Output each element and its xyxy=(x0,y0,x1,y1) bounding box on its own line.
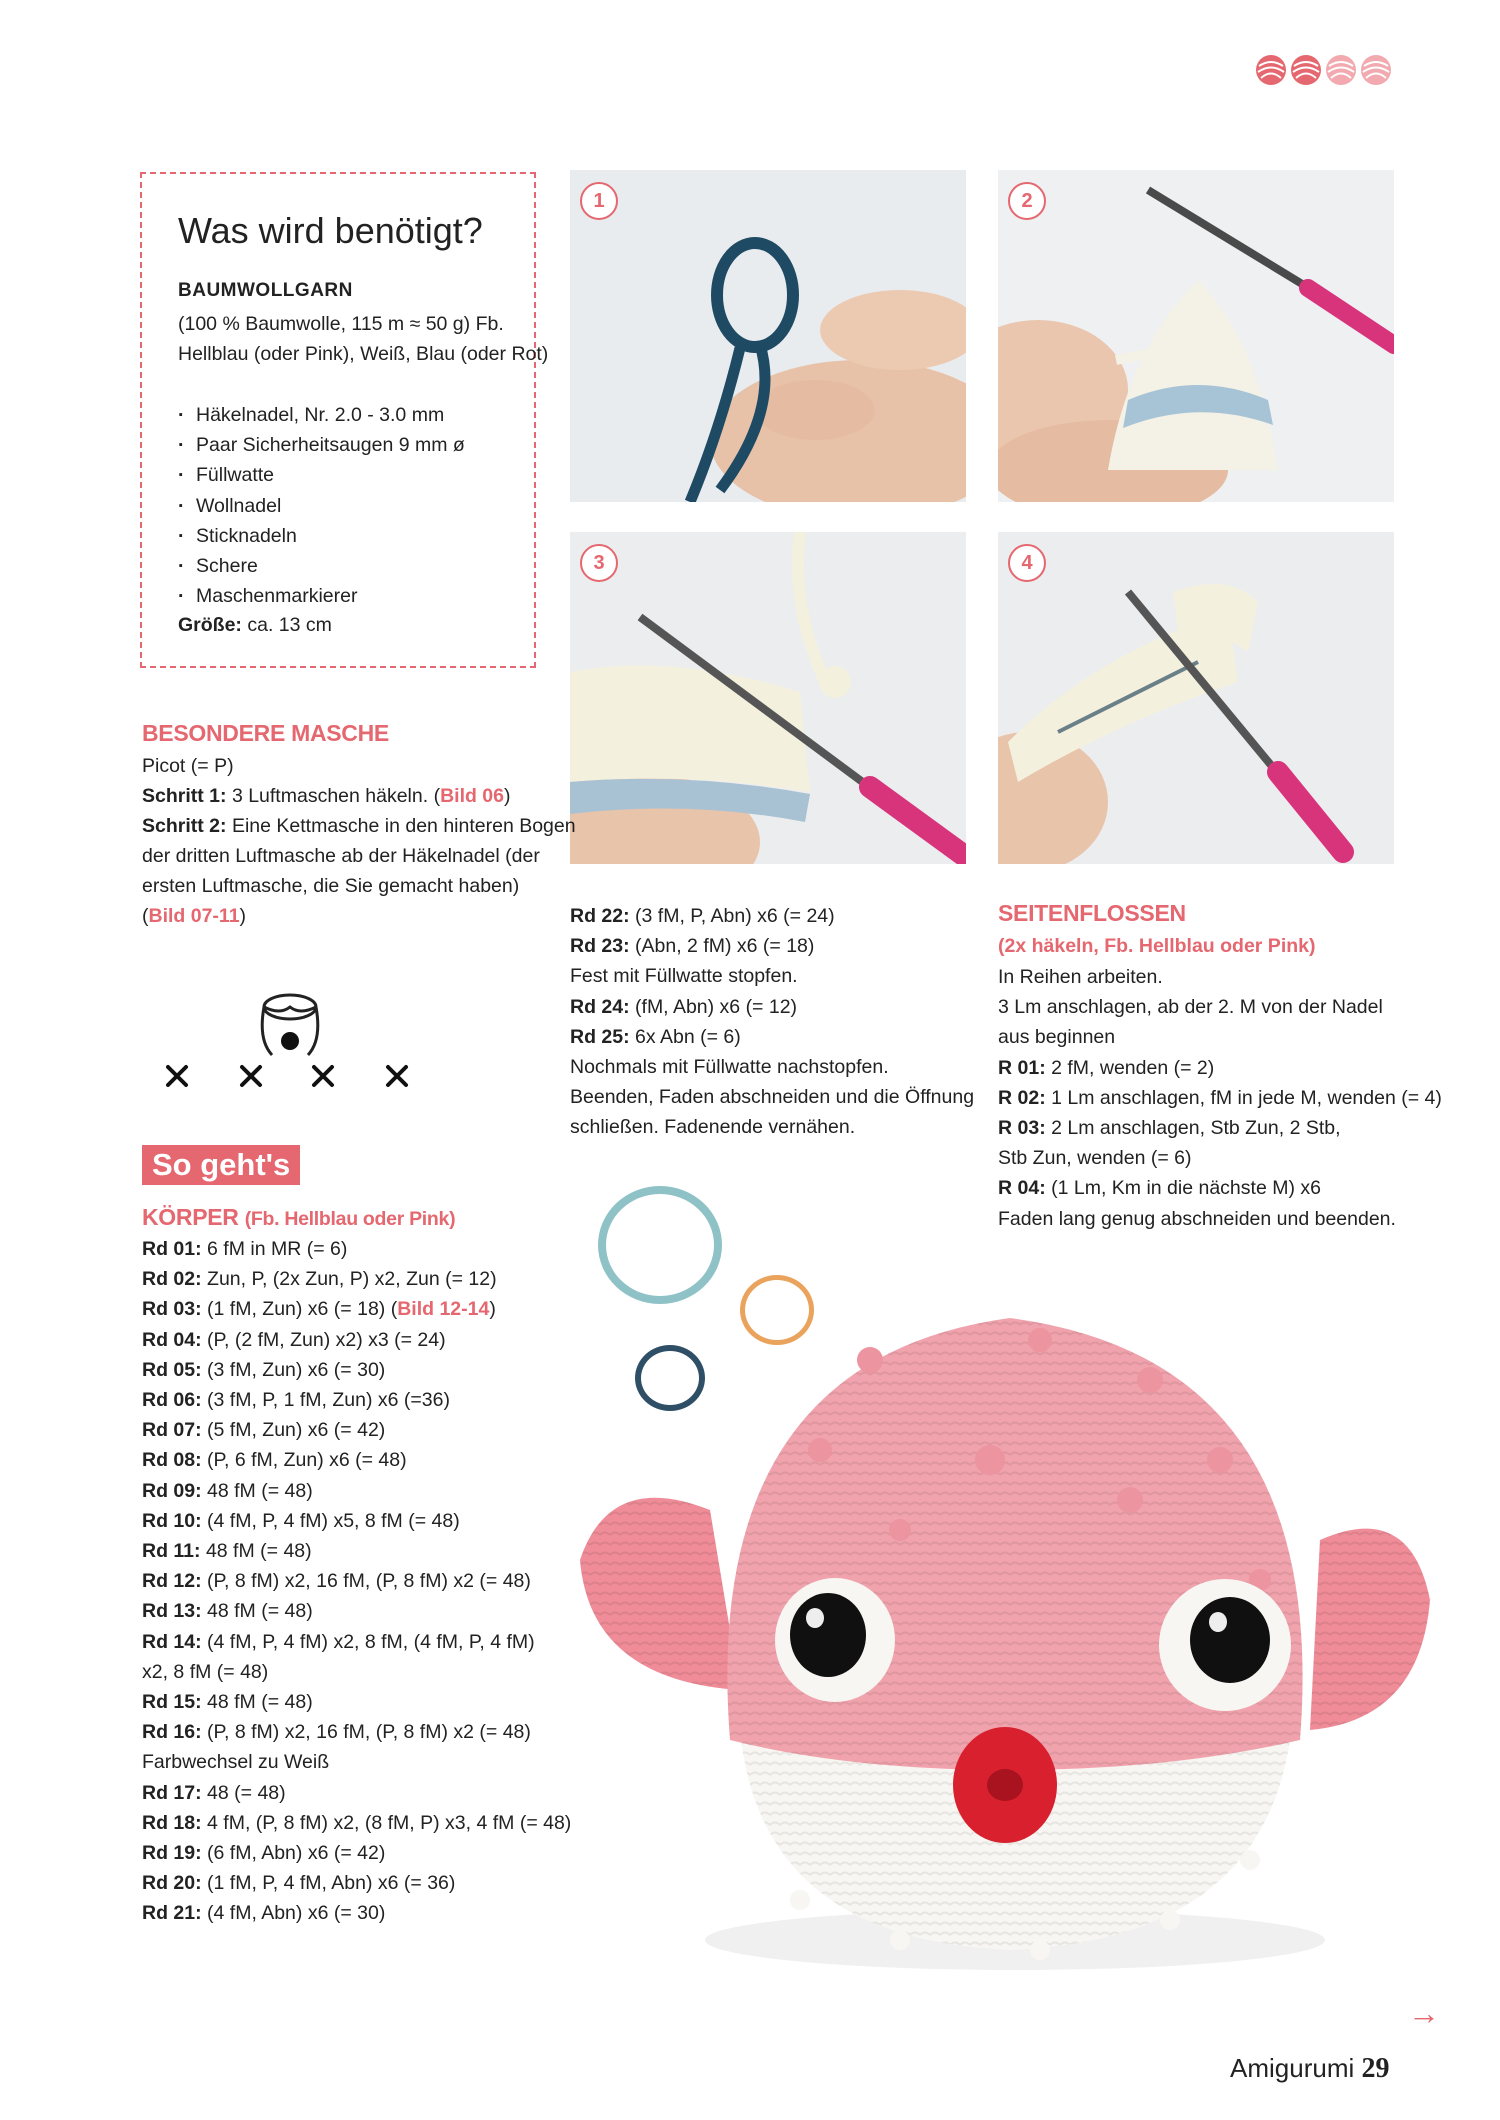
round-text: 48 (= 48) xyxy=(207,1781,286,1804)
round-text: 6x Abn (= 6) xyxy=(635,1025,741,1048)
pufferfish-amigurumi-photo xyxy=(570,1300,1450,1980)
photo-3-image xyxy=(570,532,966,864)
instruction-line xyxy=(142,1808,571,1838)
round-text: 48 fM (= 48) xyxy=(207,1691,313,1714)
instruction-line xyxy=(142,1596,571,1626)
round-label: Rd 08: xyxy=(142,1449,202,1472)
yarn-ball-icon xyxy=(1360,54,1392,86)
instruction-line xyxy=(142,1536,571,1566)
instruction-line xyxy=(142,1264,571,1294)
instruction-line xyxy=(570,931,974,961)
step2-text: Eine Kettmasche in den hinteren Bogen xyxy=(231,815,576,837)
round-label: Rd 07: xyxy=(142,1419,202,1442)
instruction-line xyxy=(998,1113,1442,1143)
round-label: Rd 22: xyxy=(570,905,630,927)
page-footer xyxy=(1230,2053,1389,2085)
round-text: (4 fM, P, 4 fM) x5, 8 fM (= 48) xyxy=(207,1509,460,1532)
step-photo-2 xyxy=(998,170,1394,502)
materials-list xyxy=(178,400,465,611)
round-text: Faden lang genug abschneiden und beenden. xyxy=(998,1207,1396,1230)
yarn-ball-icon xyxy=(1290,54,1322,86)
step1-end: ) xyxy=(504,785,511,807)
round-text: (6 fM, Abn) x6 (= 42) xyxy=(207,1842,386,1865)
round-label: R 03: xyxy=(998,1117,1046,1140)
round-label: Rd 20: xyxy=(142,1872,202,1895)
instruction-line xyxy=(142,1627,571,1657)
round-label: Rd 06: xyxy=(142,1389,202,1412)
instruction-line xyxy=(998,1204,1442,1234)
instruction-line xyxy=(142,1778,571,1808)
round-label: Rd 15: xyxy=(142,1691,202,1714)
round-label: Rd 12: xyxy=(142,1570,202,1593)
yarn-line: (100 % Baumwolle, 115 m ≈ 50 g) Fb. xyxy=(178,313,504,335)
step2-ref-line xyxy=(142,901,246,931)
round-label: Rd 11: xyxy=(142,1540,201,1563)
round-text: Nochmals mit Füllwatte nachstopfen. xyxy=(570,1056,889,1079)
round-text: Beenden, Faden abschneiden und die Öffnung xyxy=(570,1086,975,1109)
round-text: (4 fM, Abn) x6 (= 30) xyxy=(207,1902,386,1925)
instruction-line xyxy=(142,1385,571,1415)
instruction-line xyxy=(142,1898,571,1928)
round-label: Rd 01: xyxy=(142,1238,202,1260)
materials-item: · Häkelnadel, Nr. 2.0 - 3.0 mm xyxy=(178,400,465,430)
round-label: R 04: xyxy=(998,1177,1046,1200)
round-text: (P, 8 fM) x2, 16 fM, (P, 8 fM) x2 (= 48) xyxy=(207,1570,531,1593)
round-text: 4 fM, (P, 8 fM) x2, (8 fM, P) x3, 4 fM (= 48) xyxy=(207,1811,572,1834)
seitenflossen-heading: SEITENFLOSSEN xyxy=(998,900,1186,926)
page-number: 29 xyxy=(1361,2053,1390,2084)
koerper-heading xyxy=(142,1204,455,1231)
step-photo-1 xyxy=(570,170,966,502)
yarn-ball-icon xyxy=(1255,54,1287,86)
round-text: (P, 8 fM) x2, 16 fM, (P, 8 fM) x2 (= 48) xyxy=(207,1721,531,1744)
round-text: schließen. Fadenende vernähen. xyxy=(570,1116,856,1139)
step1-line xyxy=(142,781,511,811)
instruction-line xyxy=(998,1083,1442,1113)
photo-1-image xyxy=(570,170,966,502)
instruction-line xyxy=(142,1838,571,1868)
round-text: Farbwechsel zu Weiß xyxy=(142,1751,330,1774)
instruction-line xyxy=(570,961,974,991)
instruction-line xyxy=(570,1052,974,1082)
step-photo-4 xyxy=(998,532,1394,864)
instruction-line xyxy=(570,901,974,931)
yarn-ball-icon xyxy=(1325,54,1357,86)
round-label: Rd 05: xyxy=(142,1358,202,1381)
instruction-line xyxy=(142,1747,571,1777)
step1-text: 3 Luftmaschen häkeln. ( xyxy=(231,785,441,807)
round-text: (3 fM, P, Abn) x6 (= 24) xyxy=(635,905,835,927)
step-number-badge: 4 xyxy=(1008,544,1046,582)
round-text: aus beginnen xyxy=(998,1026,1116,1049)
instruction-line xyxy=(142,1717,571,1747)
instruction-line xyxy=(998,992,1442,1022)
materials-item: · Maschenmarkierer xyxy=(178,581,465,611)
special-stitch-heading: BESONDERE MASCHE xyxy=(142,720,389,746)
instruction-line xyxy=(570,992,974,1022)
seitenflossen-subtitle: (2x häkeln, Fb. Hellblau oder Pink) xyxy=(998,935,1316,957)
next-page-arrow-icon[interactable]: → xyxy=(1408,1995,1440,2031)
so-gehts-label: So geht's xyxy=(142,1145,300,1185)
round-label: Rd 23: xyxy=(570,935,630,958)
round-text: (1 fM, Zun) x6 (= 18) ( xyxy=(207,1298,398,1321)
bubble-circle-teal xyxy=(598,1186,722,1304)
step2-line: ersten Luftmasche, die Sie gemacht haben) xyxy=(142,875,520,897)
step2-label: Schritt 2: xyxy=(142,815,227,837)
materials-item: · Füllwatte xyxy=(178,460,465,490)
special-stitch-name: Picot (= P) xyxy=(142,755,234,777)
round-label: Rd 02: xyxy=(142,1268,202,1291)
round-text: 48 fM (= 48) xyxy=(207,1479,313,1502)
round-label: Rd 09: xyxy=(142,1479,202,1502)
round-label: R 01: xyxy=(998,1056,1046,1079)
materials-item: · Paar Sicherheitsaugen 9 mm ø xyxy=(178,430,465,460)
round-text: In Reihen arbeiten. xyxy=(998,966,1163,988)
instruction-line xyxy=(998,1022,1442,1052)
round-text: 3 Lm anschlagen, ab der 2. M von der Nadel xyxy=(998,996,1383,1019)
size-value: ca. 13 cm xyxy=(247,614,332,636)
round-label: Rd 13: xyxy=(142,1600,202,1623)
instruction-line xyxy=(142,1294,571,1324)
round-text: Fest mit Füllwatte stopfen. xyxy=(570,965,798,988)
step2-ref-close: ) xyxy=(239,905,247,927)
instruction-line xyxy=(570,1022,974,1052)
instruction-line xyxy=(570,1112,974,1142)
round-text: (1 fM, P, 4 fM, Abn) x6 (= 36) xyxy=(207,1872,456,1895)
round-text: 2 Lm anschlagen, Stb Zun, 2 Stb, xyxy=(1051,1117,1341,1140)
instruction-line xyxy=(998,1143,1442,1173)
round-text: 6 fM in MR (= 6) xyxy=(207,1238,348,1260)
koerper-title: KÖRPER xyxy=(142,1204,239,1230)
instruction-line xyxy=(142,1415,571,1445)
yarn-heading: BAUMWOLLGARN xyxy=(178,280,353,301)
round-label: Rd 17: xyxy=(142,1781,202,1804)
koerper-subtitle: (Fb. Hellblau oder Pink) xyxy=(244,1208,456,1230)
round-label: Rd 14: xyxy=(142,1630,202,1653)
round-label: Rd 18: xyxy=(142,1811,202,1834)
step-photo-3 xyxy=(570,532,966,864)
step2-line: der dritten Luftmasche ab der Häkelnadel (der xyxy=(142,845,540,867)
photo-4-image xyxy=(998,532,1394,864)
round-text: (fM, Abn) x6 (= 12) xyxy=(635,995,798,1018)
instruction-line xyxy=(142,1355,571,1385)
instruction-line xyxy=(998,1173,1442,1203)
instruction-line xyxy=(142,1234,571,1264)
instruction-line xyxy=(142,1476,571,1506)
instruction-line xyxy=(142,1445,571,1475)
instruction-line xyxy=(142,1868,571,1898)
koerper-rounds xyxy=(142,1234,571,1929)
round-label: Rd 25: xyxy=(570,1025,630,1048)
materials-item: · Schere xyxy=(178,551,465,581)
round-text: (P, (2 fM, Zun) x2) x3 (= 24) xyxy=(207,1328,446,1351)
yarn-balls-decoration xyxy=(1255,54,1395,90)
instruction-line xyxy=(142,1506,571,1536)
middle-rounds xyxy=(570,901,974,1143)
photo-2-image xyxy=(998,170,1394,502)
materials-item: · Wollnadel xyxy=(178,491,465,521)
materials-item: · Sticknadeln xyxy=(178,521,465,551)
round-text: (1 Lm, Km in die nächste M) x6 xyxy=(1051,1177,1321,1200)
size-line xyxy=(178,610,332,640)
step2-ref-open: ( xyxy=(142,905,149,927)
seitenflossen-rows xyxy=(998,962,1442,1234)
round-label: R 02: xyxy=(998,1086,1046,1109)
round-text: (4 fM, P, 4 fM) x2, 8 fM, (4 fM, P, 4 fM) xyxy=(207,1630,535,1653)
round-label: Rd 21: xyxy=(142,1902,202,1925)
round-text: Zun, P, (2x Zun, P) x2, Zun (= 12) xyxy=(207,1268,497,1291)
step-number-badge: 3 xyxy=(580,544,618,582)
round-label: Rd 04: xyxy=(142,1328,202,1351)
yarn-line: Hellblau (oder Pink), Weiß, Blau (oder Rot) xyxy=(178,343,549,365)
materials-title: Was wird benötigt? xyxy=(178,210,483,251)
round-text-end: ) xyxy=(489,1298,496,1321)
round-text: (3 fM, Zun) x6 (= 30) xyxy=(207,1358,386,1381)
round-text: (Abn, 2 fM) x6 (= 18) xyxy=(635,935,815,958)
step2-ref: Bild 07-11 xyxy=(148,905,240,927)
step1-label: Schritt 1: xyxy=(142,785,227,807)
image-reference: Bild 12-14 xyxy=(397,1298,490,1321)
round-text: (P, 6 fM, Zun) x6 (= 48) xyxy=(207,1449,407,1472)
picot-symbol-diagram xyxy=(160,985,420,1095)
round-text: 48 fM (= 48) xyxy=(205,1540,312,1563)
step1-ref: Bild 06 xyxy=(440,785,504,807)
round-text: 2 fM, wenden (= 2) xyxy=(1051,1056,1215,1079)
round-label: Rd 03: xyxy=(142,1298,202,1321)
round-text: (3 fM, P, 1 fM, Zun) x6 (=36) xyxy=(207,1389,450,1412)
round-text: x2, 8 fM (= 48) xyxy=(142,1660,269,1683)
step2-line xyxy=(142,811,576,841)
step-number-badge: 1 xyxy=(580,182,618,220)
instruction-line xyxy=(142,1566,571,1596)
round-text: 1 Lm anschlagen, fM in jede M, wenden (= 4) xyxy=(1051,1086,1442,1109)
round-label: Rd 19: xyxy=(142,1842,202,1865)
size-label: Größe: xyxy=(178,614,242,636)
instruction-line xyxy=(998,1053,1442,1083)
step-number-badge: 2 xyxy=(1008,182,1046,220)
instruction-line xyxy=(142,1657,571,1687)
instruction-line xyxy=(142,1687,571,1717)
footer-title: Amigurumi xyxy=(1230,2053,1355,2083)
round-text: (5 fM, Zun) x6 (= 42) xyxy=(207,1419,386,1442)
instruction-line xyxy=(998,962,1442,992)
round-text: Stb Zun, wenden (= 6) xyxy=(998,1147,1192,1170)
round-label: Rd 24: xyxy=(570,995,630,1018)
instruction-line xyxy=(570,1082,974,1112)
round-label: Rd 10: xyxy=(142,1509,202,1532)
round-label: Rd 16: xyxy=(142,1721,202,1744)
round-text: 48 fM (= 48) xyxy=(207,1600,313,1623)
instruction-line xyxy=(142,1325,571,1355)
